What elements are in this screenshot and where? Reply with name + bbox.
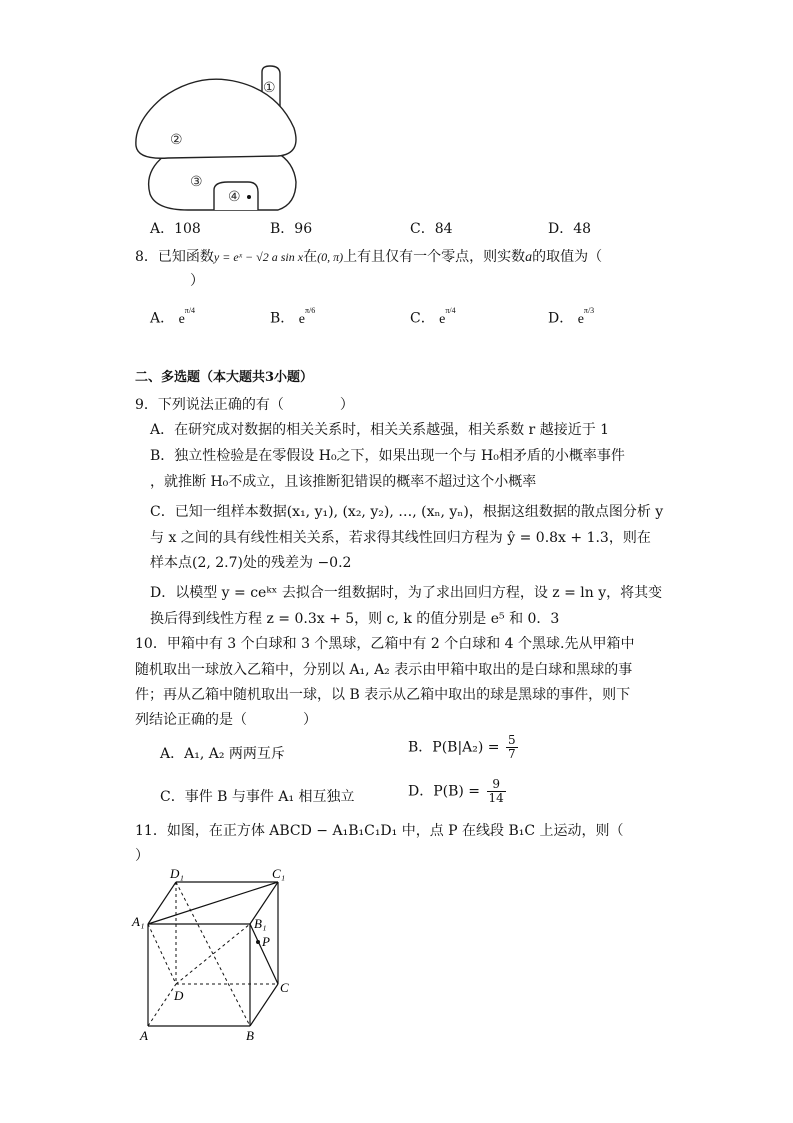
q9-stem: 9．下列说法正确的有（ ） [135, 397, 354, 413]
label-1: ① [263, 81, 276, 96]
q8-interval: (0, π) [317, 250, 344, 264]
q10-option-c[interactable]: C．事件 B 与事件 A₁ 相互独立 [160, 789, 355, 805]
q8-formula: y = eˣ − √2 a sin x [213, 250, 304, 264]
label-a1: A₁ [132, 914, 145, 929]
q10-option-d-prefix: D．P(B) = [408, 783, 481, 800]
q9-option-d-line2: 换后得到线性方程 z = 0.3x + 5，则 c, k 的值分别是 e⁵ 和 0．3 [150, 611, 560, 627]
q10-option-b[interactable] [408, 734, 520, 761]
q9-option-a[interactable]: A．在研究成对数据的相关关系时，相关关系越强，相关系数 r 越接近于 1 [150, 422, 610, 438]
label-2: ② [170, 133, 183, 148]
q8-stem [135, 247, 602, 268]
q8-option-c-label: C． [410, 310, 435, 327]
q8-option-c-exp: π/4 [445, 306, 456, 315]
q8-number: 8． [135, 249, 158, 265]
q8-close-paren: ） [190, 273, 204, 289]
section-title: 二、多选题（本大题共3小题） [135, 370, 314, 385]
q10-option-d-numerator: 9 [487, 778, 506, 792]
label-d1: D₁ [170, 866, 184, 881]
q8-text-b: 在 [303, 249, 318, 265]
q10-line3: 件；再从乙箱中随机取出一球，以 B 表示从乙箱中取出的球是黑球的事件，则下 [135, 687, 631, 703]
q9-option-c-line1[interactable]: C．已知一组样本数据(x₁, y₁), (x₂, y₂), …, (xₙ, yₙ)，根据这组数据的散点图分析 y [150, 504, 664, 520]
q8-option-b-label: B． [270, 310, 295, 327]
q10-option-d-fraction [487, 778, 506, 805]
q8-option-c-base: e [439, 311, 446, 327]
q8-option-a-exp: π/4 [184, 306, 196, 315]
q8-option-d-base: e [577, 311, 584, 327]
q8-option-d-exp: π/3 [583, 306, 595, 315]
q8-option-b-exp: π/6 [304, 306, 316, 315]
q10-option-b-numerator: 5 [508, 733, 516, 747]
q8-option-a[interactable] [150, 305, 195, 330]
house-figure [128, 64, 308, 216]
q9-option-b-line2: ，就推断 H₀不成立，且该推断犯错误的概率不超过这个小概率 [150, 474, 537, 490]
q8-option-d[interactable] [548, 305, 594, 330]
segment-b1c [250, 924, 278, 984]
label-4: ④ [228, 190, 241, 205]
q8-text-d: 的取值为（ [532, 249, 603, 265]
q11-line1: 11．如图，在正方体 ABCD − A₁B₁C₁D₁ 中，点 P 在线段 B₁C 上运动，则（ [135, 823, 624, 839]
q11-line2: ） [135, 848, 149, 864]
q7-option-d[interactable]: D．48 [548, 221, 592, 237]
q8-option-d-label: D． [548, 310, 574, 327]
q10-option-d-denominator: 14 [488, 791, 504, 805]
edge-bc [250, 984, 278, 1026]
q9-option-b-line1[interactable]: B．独立性检验是在零假设 H₀之下，如果出现一个与 H₀相矛盾的小概率事件 [150, 448, 625, 464]
q7-option-c[interactable]: C．84 [410, 221, 453, 237]
point-p [256, 940, 260, 944]
label-p: P [262, 934, 270, 949]
q10-option-b-denominator: 7 [508, 747, 516, 761]
q8-option-c[interactable] [410, 305, 456, 330]
label-d: D [174, 988, 184, 1003]
q8-option-b-base: e [298, 311, 305, 327]
door-knob [247, 195, 251, 199]
q10-option-d[interactable] [408, 778, 508, 805]
edge-a1d1 [148, 882, 176, 924]
q10-option-b-fraction [506, 734, 518, 761]
q9-option-d-line1[interactable]: D．以模型 y = ceᵏˣ 去拟合一组数据时，为了求出回归方程，设 z = ln y，将其变 [150, 585, 663, 601]
q8-option-a-label: A． [150, 310, 175, 327]
q9-option-c-line2: 与 x 之间的具有线性相关关系，若求得其线性回归方程为 ŷ = 0.8x + 1.3，则在 [150, 530, 651, 546]
q8-var: a [525, 250, 533, 265]
label-b1: B₁ [254, 916, 267, 931]
q8-text-c: 上有且仅有一个零点，则实数 [343, 249, 526, 265]
q7-option-b[interactable]: B．96 [270, 221, 313, 237]
q7-option-a[interactable]: A．108 [150, 221, 201, 237]
q10-option-a[interactable]: A．A₁, A₂ 两两互斥 [160, 746, 285, 762]
q9-option-c-line3: 样本点(2, 2.7)处的残差为 −0.2 [150, 555, 352, 571]
q10-option-b-prefix: B．P(B|A₂) = [408, 739, 500, 756]
edge-ad [148, 984, 176, 1026]
cube-figure [128, 866, 298, 1044]
label-a: A [140, 1028, 148, 1043]
label-c: C [280, 980, 289, 995]
q8-text-a: 已知函数 [157, 249, 214, 265]
diag-a1d [148, 924, 176, 984]
label-b: B [246, 1028, 254, 1043]
label-c1: C₁ [272, 866, 286, 881]
label-3: ③ [190, 175, 203, 190]
q8-option-b[interactable] [270, 305, 315, 330]
q10-line2: 随机取出一球放入乙箱中，分别以 A₁, A₂ 表示由甲箱中取出的是白球和黑球的事 [135, 662, 633, 678]
q10-line1: 10．甲箱中有 3 个白球和 3 个黑球，乙箱中有 2 个白球和 4 个黑球.先从甲箱中 [135, 636, 635, 652]
q10-line4: 列结论正确的是（ ） [135, 712, 317, 728]
q8-option-a-base: e [178, 311, 185, 327]
